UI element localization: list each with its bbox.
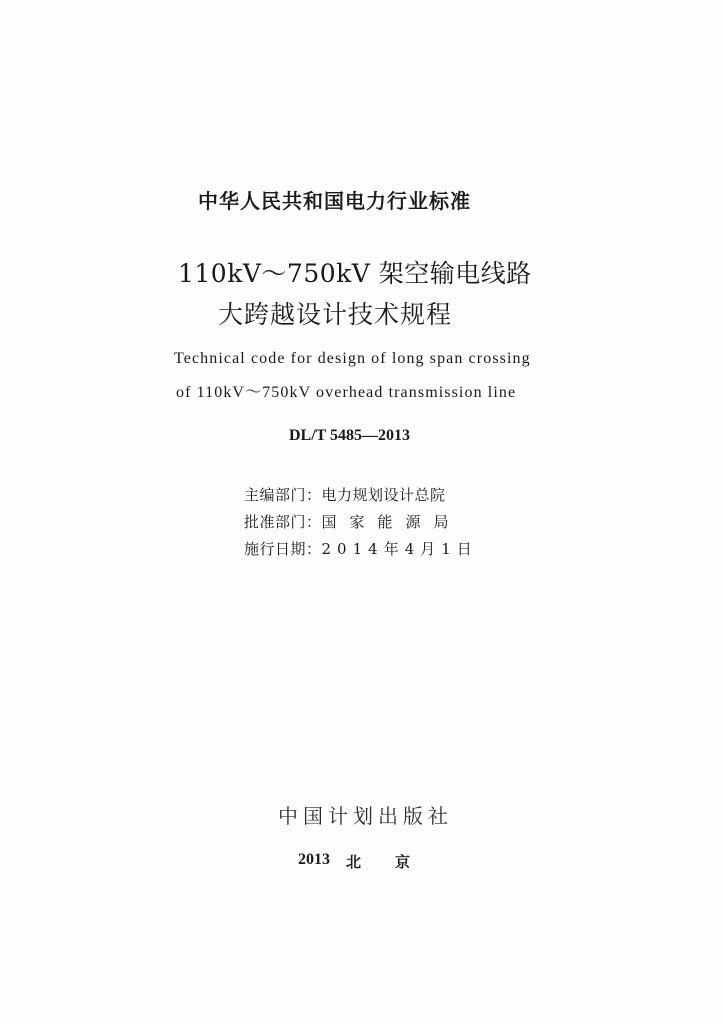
title-en-line-1: Technical code for design of long span crossing <box>174 350 531 367</box>
imprint-year: 2013 <box>298 851 330 868</box>
title-en-line-2: of 110kV～750kV overhead transmission line <box>176 384 517 401</box>
info-label-approver: 批准部门： <box>244 513 322 531</box>
imprint <box>298 851 444 872</box>
info-row-approver <box>244 509 478 536</box>
info-row-effective-date <box>244 536 478 563</box>
standard-code: DL/T 5485—2013 <box>289 427 411 444</box>
info-label-effective-date: 施行日期： <box>244 540 322 558</box>
info-label-editor: 主编部门： <box>244 486 322 504</box>
standard-header: 中华人民共和国电力行业标准 <box>198 189 471 213</box>
info-value-effective-date: 2014年4月1日 <box>321 540 478 558</box>
info-row-editor <box>244 482 478 509</box>
info-block <box>244 482 478 563</box>
info-value-approver: 国家能源局 <box>321 513 462 531</box>
imprint-city: 北京 <box>346 853 445 871</box>
title-cn-line-2: 大跨越设计技术规程 <box>218 300 453 329</box>
info-value-editor: 电力规划设计总院 <box>321 486 446 504</box>
title-cn-line-1: 110kV～750kV 架空输电线路 <box>178 259 532 288</box>
publisher: 中国计划出版社 <box>278 804 453 828</box>
